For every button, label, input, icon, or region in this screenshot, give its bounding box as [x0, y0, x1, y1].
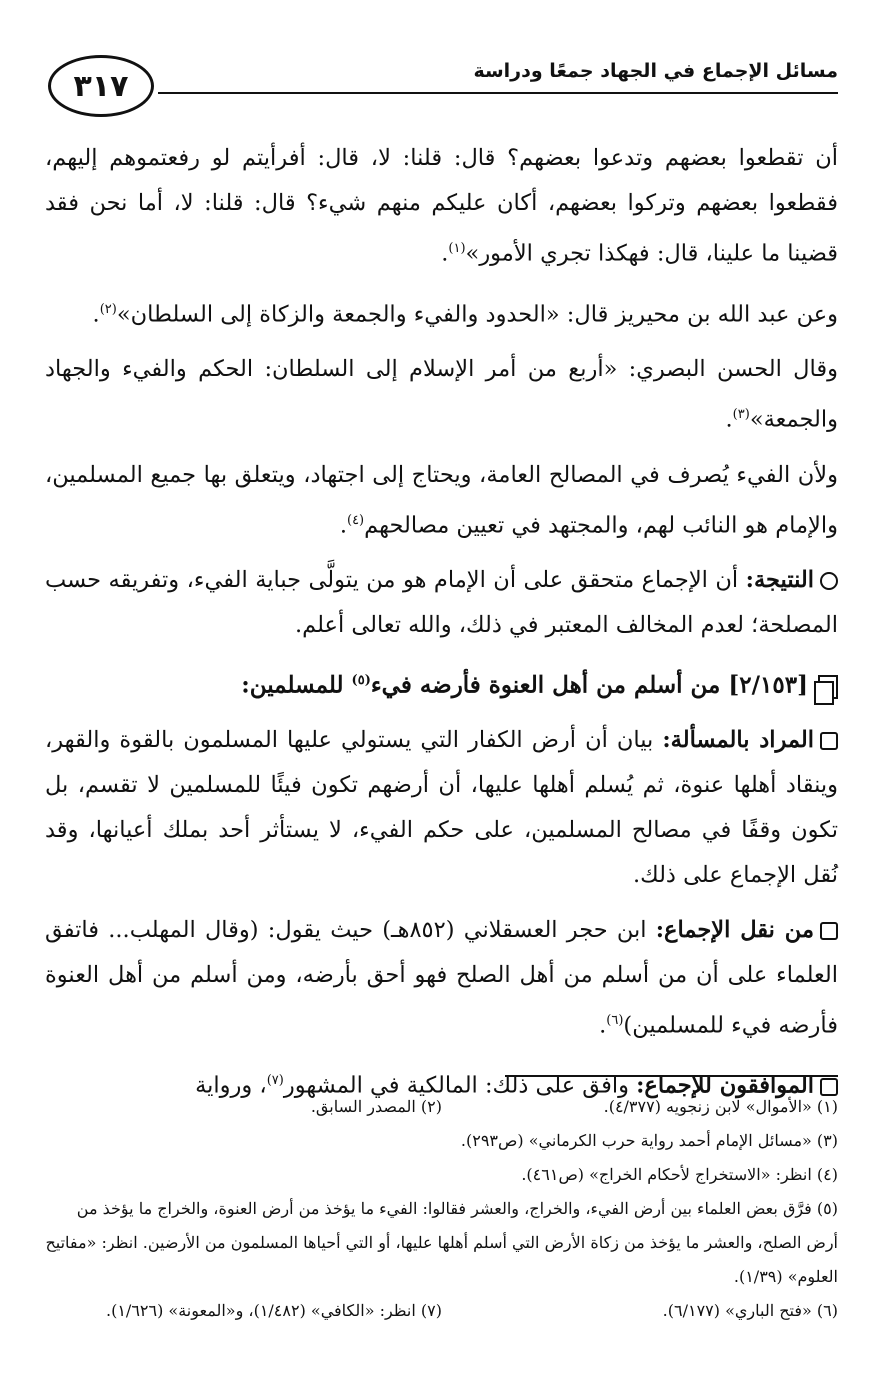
result-text: أن الإجماع متحقق على أن الإمام هو من يتولَّى جباية الفيء، وتفريقه حسب المصلحة؛ لعدم المخالف المعتبر في ذلك، والله تعالى أعلم. — [45, 567, 838, 638]
footnote-7: (٧) انظر: «الكافي» (١/٤٨٢)، و«المعونة» (١/٦٢٦). — [106, 1301, 442, 1320]
result-paragraph — [45, 558, 838, 648]
section-heading — [45, 658, 838, 708]
paragraph-2: وعن عبد الله بن محيريز قال: «الحدود والفيء والجمعة والزكاة إلى السلطان»$^{(٢)}$. — [92, 301, 838, 327]
footnote-2: (٢) المصدر السابق. — [310, 1097, 442, 1116]
footnote-ref-5: (٥) — [351, 673, 371, 688]
footnote-ref-2: (٢) — [99, 301, 117, 317]
footnote-row — [45, 1294, 838, 1328]
footnote-5: (٥) فرَّق بعض العلماء بين أرض الفيء، والخراج، والعشر فقالوا: الفيء ما يؤخذ من أرض العنوة، والخراج ما يؤخذ من أرض الصلح، والعشر ما يؤخذ من زكاة الأرض التي أسلم أهلها عليها، أو التي أحياها المسلمون من الأرضين. انظر: «مفاتيح العلوم» (١/٣٩). — [45, 1199, 838, 1286]
agree-text: وافق على ذلك: المالكية في المشهور — [283, 1072, 629, 1099]
page-header — [48, 50, 838, 120]
circle-bullet-icon — [820, 572, 838, 590]
agree-label: الموافقون للإجماع: — [636, 1072, 814, 1099]
meaning-paragraph — [45, 718, 838, 898]
main-text — [45, 136, 838, 1119]
agree-text-end: ، ورواية — [195, 1072, 267, 1099]
footnote-6: (٦) «فتح الباري» (٦/١٧٧). — [662, 1301, 838, 1320]
footnote-3: (٣) «مسائل الإمام أحمد رواية حرب الكرماني» (ص٢٩٣). — [460, 1131, 838, 1150]
footnote-ref-4: (٤) — [346, 512, 365, 528]
document-icon — [818, 675, 838, 699]
footnotes — [45, 1090, 838, 1328]
footnote-ref-3: (٣) — [732, 407, 750, 422]
paragraph-3-text: وقال الحسن البصري: «أربع من أمر الإسلام إلى السلطان: الحكم والفيء والجهاد والجمعة» — [45, 356, 838, 433]
footnote-row — [45, 1090, 838, 1124]
square-bullet-icon — [820, 922, 838, 940]
transmitter-label: من نقل الإجماع: — [655, 916, 814, 943]
header-rule — [158, 92, 838, 94]
footnote-ref-6: (٦) — [606, 1012, 624, 1028]
result-label: النتيجة: — [745, 567, 815, 593]
transmitter-text: ابن حجر العسقلاني (٨٥٢هـ) حيث يقول: (وقال المهلب... فاتفق العلماء على أن من أسلم من أهل الصلح فهو أحق بأرضه، ومن أسلم من أهل العنوة فأرضه فيء للمسلمين) — [45, 916, 838, 1039]
footnote-ref-7: (٧) — [266, 1073, 284, 1089]
running-title: مسائل الإجماع في الجهاد جمعًا ودراسة — [473, 60, 838, 82]
meaning-label: المراد بالمسألة: — [662, 726, 815, 753]
transmitter-paragraph: من نقل الإجماع: ابن حجر العسقلاني (٨٥٢هـ) حيث يقول: (وقال المهلب... فاتفق العلماء على أن من أسلم من أهل الصلح فهو أحق بأرضه، ومن أسلم من أهل العنوة فأرضه فيء للمسلمين)$^{(٦)}$. — [45, 916, 838, 1039]
square-bullet-icon — [820, 732, 838, 750]
footnote-1: (١) «الأموال» لابن زنجويه (٤/٣٧٧). — [603, 1097, 838, 1116]
paragraph-4: ولأن الفيء يُصرف في المصالح العامة، ويحتاج إلى اجتهاد، ويتعلق بها جميع المسلمين، والإمام هو النائب لهم، والمجتهد في تعيين مصالحهم$^{(٤)}$. — [45, 461, 838, 538]
meaning-text: بيان أن أرض الكفار التي يستولي عليها المسلمون بالقوة والقهر، وينقاد أهلها عنوة، ثم يُسلم أهلها عليها، أن أرضهم تكون فيئًا للمسلمين لا تقسم، بل تكون وقفًا في مصالح المسلمين، على حكم الفيء، لا يستأثر أحد بملك أعيانها، وقد نُقل الإجماع على ذلك. — [45, 726, 838, 888]
footnote-ref-1: (١) — [448, 241, 466, 256]
section-heading-end: للمسلمين: — [241, 671, 344, 699]
footnote-4: (٤) انظر: «الاستخراج لأحكام الخراج» (ص٤٦١). — [521, 1165, 838, 1184]
paragraph-4-text: ولأن الفيء يُصرف في المصالح العامة، ويحتاج إلى اجتهاد، ويتعلق بها جميع المسلمين، والإمام هو النائب لهم، والمجتهد في تعيين مصالحهم — [45, 461, 838, 538]
paragraph-3: وقال الحسن البصري: «أربع من أمر الإسلام إلى السلطان: الحكم والفيء والجهاد والجمعة»$^{(٣)}$. — [45, 356, 838, 433]
paragraph-1: أن تقطعوا بعضهم وتدعوا بعضهم؟ قال: قلنا: لا، قال: أفرأيتم لو رفعتموهم إليهم، فقطعوا بعضهم وتركوا بعضهم، أكان عليكم منهم شيء؟ قال: قلنا: لا، أما نحن فقد قضينا ما علينا، قال: فهكذا تجري الأمور»$^{(١)}$. — [45, 145, 838, 267]
footnote-separator — [505, 1075, 838, 1077]
section-heading-text: [٢/١٥٣] من أسلم من أهل العنوة فأرضه فيء — [370, 671, 808, 699]
paragraph-2-text: وعن عبد الله بن محيريز قال: «الحدود والفيء والجمعة والزكاة إلى السلطان» — [116, 301, 838, 327]
page-number: ٣١٧ — [48, 55, 154, 117]
paragraph-1-text: أن تقطعوا بعضهم وتدعوا بعضهم؟ قال: قلنا: لا، قال: أفرأيتم لو رفعتموهم إليهم، فقطعوا بعضهم وتركوا بعضهم، أكان عليكم منهم شيء؟ قال: قلنا: لا، أما نحن فقد قضينا ما علينا، قال: فهكذا تجري الأمور» — [45, 145, 838, 267]
